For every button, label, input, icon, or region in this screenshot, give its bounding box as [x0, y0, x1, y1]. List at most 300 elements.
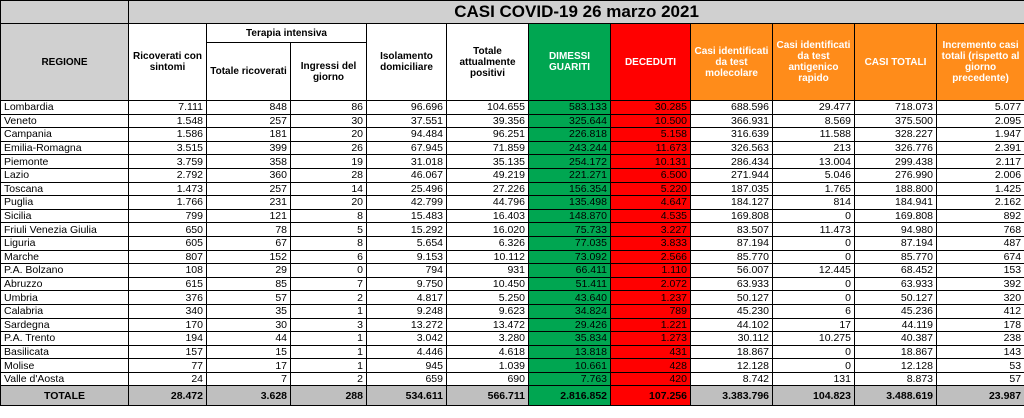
table-cell: 28 [291, 168, 367, 182]
table-cell: 945 [367, 359, 447, 373]
table-row [1, 250, 1024, 264]
table-cell: 94.980 [855, 223, 937, 237]
table-cell: 1.273 [611, 332, 691, 346]
table-cell: 1.473 [129, 182, 207, 196]
table-cell: 67.945 [367, 141, 447, 155]
table-cell: 20 [291, 196, 367, 210]
table-cell: 605 [129, 236, 207, 250]
table-cell: 10.275 [773, 332, 855, 346]
table-cell: 10.661 [529, 359, 611, 373]
table-cell: 53 [937, 359, 1024, 373]
col-dimessi: DIMESSI GUARITI [529, 24, 611, 101]
table-cell: 31.018 [367, 155, 447, 169]
table-cell: 12.445 [773, 264, 855, 278]
table-row [1, 304, 1024, 318]
table-cell: 2.792 [129, 168, 207, 182]
table-cell: 2.006 [937, 168, 1024, 182]
table-cell: 8.742 [691, 372, 773, 386]
table-cell: 213 [773, 141, 855, 155]
table-cell: 366.931 [691, 114, 773, 128]
table-cell: 10.500 [611, 114, 691, 128]
table-cell: 6.500 [611, 168, 691, 182]
table-cell: 86 [291, 101, 367, 115]
table-cell: 85.770 [691, 250, 773, 264]
table-cell: 169.808 [855, 209, 937, 223]
table-cell: 73.092 [529, 250, 611, 264]
table-cell: 66.411 [529, 264, 611, 278]
table-cell: 14 [291, 182, 367, 196]
table-cell: 794 [367, 264, 447, 278]
table-cell: 1 [291, 304, 367, 318]
table-cell: 375.500 [855, 114, 937, 128]
table-cell: 814 [773, 196, 855, 210]
table-cell: 143 [937, 345, 1024, 359]
table-cell: 789 [611, 304, 691, 318]
table-cell: 44.102 [691, 318, 773, 332]
table-cell: 77 [129, 359, 207, 373]
table-cell: 63.933 [855, 277, 937, 291]
region-name: Valle d'Aosta [1, 372, 129, 386]
table-cell: 178 [937, 318, 1024, 332]
table-cell: 487 [937, 236, 1024, 250]
table-cell: 412 [937, 304, 1024, 318]
table-cell: 184.941 [855, 196, 937, 210]
table-cell: 392 [937, 277, 1024, 291]
table-cell: 50.127 [855, 291, 937, 305]
table-cell: 51.411 [529, 277, 611, 291]
table-cell: 8 [291, 236, 367, 250]
table-cell: 320 [937, 291, 1024, 305]
table-cell: 49.219 [447, 168, 529, 182]
table-row [1, 264, 1024, 278]
table-cell: 157 [129, 345, 207, 359]
table-cell: 807 [129, 250, 207, 264]
table-cell: 231 [207, 196, 291, 210]
table-cell: 15.483 [367, 209, 447, 223]
table-cell: 5.158 [611, 128, 691, 142]
table-cell: 892 [937, 209, 1024, 223]
table-row [1, 372, 1024, 386]
table-cell: 2.095 [937, 114, 1024, 128]
table-cell: 63.933 [691, 277, 773, 291]
totals-cell: 3.383.796 [691, 386, 773, 406]
table-cell: 358 [207, 155, 291, 169]
table-cell: 428 [611, 359, 691, 373]
table-cell: 399 [207, 141, 291, 155]
table-cell: 45.230 [691, 304, 773, 318]
table-cell: 0 [773, 250, 855, 264]
table-cell: 96.696 [367, 101, 447, 115]
col-ricoverati: Ricoverati con sintomi [129, 24, 207, 101]
table-cell: 43.640 [529, 291, 611, 305]
table-cell: 7 [207, 372, 291, 386]
table-cell: 153 [937, 264, 1024, 278]
col-incremento: Incremento casi totali (rispetto al giorno precedente) [937, 24, 1024, 101]
table-cell: 0 [773, 236, 855, 250]
totals-label: TOTALE [1, 386, 129, 406]
region-name: Friuli Venezia Giulia [1, 223, 129, 237]
table-cell: 3.227 [611, 223, 691, 237]
table-cell: 420 [611, 372, 691, 386]
table-cell: 15 [207, 345, 291, 359]
table-cell: 4.535 [611, 209, 691, 223]
table-cell: 96.251 [447, 128, 529, 142]
table-cell: 29.426 [529, 318, 611, 332]
table-cell: 650 [129, 223, 207, 237]
totals-cell: 104.823 [773, 386, 855, 406]
totals-cell: 2.816.852 [529, 386, 611, 406]
table-cell: 11.473 [773, 223, 855, 237]
table-cell: 0 [773, 345, 855, 359]
table-cell: 1.237 [611, 291, 691, 305]
col-totale-positivi: Totale attualmente positivi [447, 24, 529, 101]
table-cell: 57 [207, 291, 291, 305]
table-row [1, 114, 1024, 128]
totals-cell: 534.611 [367, 386, 447, 406]
table-cell: 87.194 [691, 236, 773, 250]
totals-cell: 288 [291, 386, 367, 406]
table-cell: 156.354 [529, 182, 611, 196]
table-cell: 2.117 [937, 155, 1024, 169]
table-cell: 26 [291, 141, 367, 155]
table-cell: 37.551 [367, 114, 447, 128]
table-cell: 360 [207, 168, 291, 182]
table-cell: 326.776 [855, 141, 937, 155]
table-cell: 3.759 [129, 155, 207, 169]
table-cell: 35.834 [529, 332, 611, 346]
table-cell: 13.004 [773, 155, 855, 169]
table-cell: 690 [447, 372, 529, 386]
region-name: Umbria [1, 291, 129, 305]
table-cell: 121 [207, 209, 291, 223]
table-cell: 50.127 [691, 291, 773, 305]
table-row [1, 182, 1024, 196]
table-cell: 7 [291, 277, 367, 291]
region-name: Lazio [1, 168, 129, 182]
table-cell: 24 [129, 372, 207, 386]
table-cell: 188.800 [855, 182, 937, 196]
table-cell: 4.446 [367, 345, 447, 359]
table-cell: 254.172 [529, 155, 611, 169]
table-cell: 10.131 [611, 155, 691, 169]
col-antigenico: Casi identificati da test antigenico rapido [773, 24, 855, 101]
table-cell: 1.039 [447, 359, 529, 373]
table-cell: 5 [291, 223, 367, 237]
region-name: P.A. Bolzano [1, 264, 129, 278]
table-cell: 30.112 [691, 332, 773, 346]
region-name: Piemonte [1, 155, 129, 169]
table-row [1, 101, 1024, 115]
table-cell: 29.477 [773, 101, 855, 115]
table-cell: 340 [129, 304, 207, 318]
table-cell: 108 [129, 264, 207, 278]
table-cell: 848 [207, 101, 291, 115]
table-cell: 0 [291, 264, 367, 278]
table-cell: 11.673 [611, 141, 691, 155]
table-cell: 1.425 [937, 182, 1024, 196]
col-ingressi: Ingressi del giorno [291, 43, 367, 101]
table-row [1, 141, 1024, 155]
table-cell: 768 [937, 223, 1024, 237]
table-cell: 30.285 [611, 101, 691, 115]
table-cell: 3.515 [129, 141, 207, 155]
table-cell: 2.162 [937, 196, 1024, 210]
totals-row [1, 386, 1024, 406]
table-cell: 1.586 [129, 128, 207, 142]
table-cell: 135.498 [529, 196, 611, 210]
table-cell: 46.067 [367, 168, 447, 182]
table-row [1, 223, 1024, 237]
totals-cell: 3.628 [207, 386, 291, 406]
table-cell: 16.020 [447, 223, 529, 237]
table-cell: 85.770 [855, 250, 937, 264]
table-cell: 7.763 [529, 372, 611, 386]
table-cell: 18.867 [691, 345, 773, 359]
table-cell: 9.153 [367, 250, 447, 264]
totals-cell: 3.488.619 [855, 386, 937, 406]
table-cell: 316.639 [691, 128, 773, 142]
table-cell: 799 [129, 209, 207, 223]
table-cell: 2 [291, 291, 367, 305]
table-cell: 326.563 [691, 141, 773, 155]
table-cell: 5.654 [367, 236, 447, 250]
table-cell: 57 [937, 372, 1024, 386]
table-row [1, 236, 1024, 250]
table-row [1, 345, 1024, 359]
table-cell: 104.655 [447, 101, 529, 115]
table-row [1, 318, 1024, 332]
table-cell: 0 [773, 277, 855, 291]
table-cell: 44.796 [447, 196, 529, 210]
region-name: Calabria [1, 304, 129, 318]
table-cell: 42.799 [367, 196, 447, 210]
table-row [1, 277, 1024, 291]
table-cell: 688.596 [691, 101, 773, 115]
table-cell: 659 [367, 372, 447, 386]
table-row [1, 209, 1024, 223]
table-cell: 13.818 [529, 345, 611, 359]
table-cell: 615 [129, 277, 207, 291]
col-deceduti: DECEDUTI [611, 24, 691, 101]
col-casi-totali: CASI TOTALI [855, 24, 937, 101]
table-cell: 5.077 [937, 101, 1024, 115]
table-cell: 226.818 [529, 128, 611, 142]
table-cell: 13.472 [447, 318, 529, 332]
table-cell: 194 [129, 332, 207, 346]
region-name: Veneto [1, 114, 129, 128]
table-cell: 931 [447, 264, 529, 278]
col-molecolare: Casi identificati da test molecolare [691, 24, 773, 101]
region-name: Campania [1, 128, 129, 142]
table-cell: 10.450 [447, 277, 529, 291]
table-cell: 5.220 [611, 182, 691, 196]
table-row [1, 291, 1024, 305]
region-name: Basilicata [1, 345, 129, 359]
region-name: Lombardia [1, 101, 129, 115]
table-cell: 1 [291, 345, 367, 359]
table-cell: 6 [773, 304, 855, 318]
table-cell: 29 [207, 264, 291, 278]
table-cell: 376 [129, 291, 207, 305]
col-isolamento: Isolamento domiciliare [367, 24, 447, 101]
table-row [1, 332, 1024, 346]
table-cell: 34.824 [529, 304, 611, 318]
table-cell: 325.644 [529, 114, 611, 128]
region-name: Puglia [1, 196, 129, 210]
table-cell: 30 [291, 114, 367, 128]
table-cell: 3.042 [367, 332, 447, 346]
table-cell: 2.391 [937, 141, 1024, 155]
region-name: Sicilia [1, 209, 129, 223]
table-cell: 238 [937, 332, 1024, 346]
table-row [1, 155, 1024, 169]
table-cell: 718.073 [855, 101, 937, 115]
table-cell: 152 [207, 250, 291, 264]
col-totale-ricoverati: Totale ricoverati [207, 43, 291, 101]
table-cell: 15.292 [367, 223, 447, 237]
table-cell: 17 [773, 318, 855, 332]
table-cell: 6.326 [447, 236, 529, 250]
table-cell: 9.248 [367, 304, 447, 318]
col-regione: REGIONE [1, 24, 129, 101]
table-cell: 674 [937, 250, 1024, 264]
table-cell: 40.387 [855, 332, 937, 346]
table-cell: 0 [773, 209, 855, 223]
table-cell: 0 [773, 291, 855, 305]
table-cell: 44 [207, 332, 291, 346]
table-cell: 16.403 [447, 209, 529, 223]
table-cell: 10.112 [447, 250, 529, 264]
table-cell: 2.072 [611, 277, 691, 291]
table-cell: 286.434 [691, 155, 773, 169]
table-cell: 8 [291, 209, 367, 223]
table-cell: 68.452 [855, 264, 937, 278]
table-cell: 4.647 [611, 196, 691, 210]
table-cell: 4.817 [367, 291, 447, 305]
table-cell: 7.111 [129, 101, 207, 115]
table-cell: 221.271 [529, 168, 611, 182]
table-cell: 13.272 [367, 318, 447, 332]
table-cell: 18.867 [855, 345, 937, 359]
totals-cell: 566.711 [447, 386, 529, 406]
table-cell: 1.548 [129, 114, 207, 128]
table-cell: 19 [291, 155, 367, 169]
region-name: P.A. Trento [1, 332, 129, 346]
table-cell: 67 [207, 236, 291, 250]
table-cell: 71.859 [447, 141, 529, 155]
table-cell: 1.110 [611, 264, 691, 278]
table-cell: 257 [207, 114, 291, 128]
table-cell: 78 [207, 223, 291, 237]
table-row [1, 168, 1024, 182]
col-terapia-group: Terapia intensiva [207, 24, 367, 43]
table-cell: 12.128 [855, 359, 937, 373]
table-cell: 5.250 [447, 291, 529, 305]
table-cell: 1.221 [611, 318, 691, 332]
table-cell: 431 [611, 345, 691, 359]
region-name: Liguria [1, 236, 129, 250]
table-cell: 5.046 [773, 168, 855, 182]
table-cell: 9.750 [367, 277, 447, 291]
totals-cell: 107.256 [611, 386, 691, 406]
table-cell: 94.484 [367, 128, 447, 142]
region-name: Sardegna [1, 318, 129, 332]
table-cell: 2.566 [611, 250, 691, 264]
table-cell: 148.870 [529, 209, 611, 223]
table-cell: 35.135 [447, 155, 529, 169]
table-cell: 131 [773, 372, 855, 386]
table-cell: 181 [207, 128, 291, 142]
totals-cell: 23.987 [937, 386, 1024, 406]
table-cell: 271.944 [691, 168, 773, 182]
table-cell: 4.618 [447, 345, 529, 359]
table-cell: 83.507 [691, 223, 773, 237]
table-cell: 11.588 [773, 128, 855, 142]
region-name: Abruzzo [1, 277, 129, 291]
table-cell: 17 [207, 359, 291, 373]
table-cell: 1 [291, 332, 367, 346]
table-cell: 3.280 [447, 332, 529, 346]
table-cell: 75.733 [529, 223, 611, 237]
table-cell: 583.133 [529, 101, 611, 115]
table-cell: 85 [207, 277, 291, 291]
table-cell: 30 [207, 318, 291, 332]
table-cell: 3.833 [611, 236, 691, 250]
table-cell: 39.356 [447, 114, 529, 128]
table-cell: 1.766 [129, 196, 207, 210]
table-cell: 184.127 [691, 196, 773, 210]
table-cell: 45.236 [855, 304, 937, 318]
table-cell: 9.623 [447, 304, 529, 318]
region-name: Toscana [1, 182, 129, 196]
table-cell: 328.227 [855, 128, 937, 142]
table-cell: 12.128 [691, 359, 773, 373]
region-name: Molise [1, 359, 129, 373]
table-row [1, 128, 1024, 142]
table-cell: 56.007 [691, 264, 773, 278]
table-cell: 44.119 [855, 318, 937, 332]
table-cell: 3 [291, 318, 367, 332]
table-cell: 87.194 [855, 236, 937, 250]
table-cell: 170 [129, 318, 207, 332]
table-cell: 1.765 [773, 182, 855, 196]
table-cell: 27.226 [447, 182, 529, 196]
table-cell: 2 [291, 372, 367, 386]
table-cell: 1 [291, 359, 367, 373]
table-row [1, 196, 1024, 210]
table-cell: 1.947 [937, 128, 1024, 142]
table-cell: 35 [207, 304, 291, 318]
table-title: CASI COVID-19 26 marzo 2021 [129, 1, 1024, 24]
table-cell: 77.035 [529, 236, 611, 250]
table-cell: 8.569 [773, 114, 855, 128]
table-cell: 299.438 [855, 155, 937, 169]
table-row [1, 359, 1024, 373]
table-cell: 187.035 [691, 182, 773, 196]
table-cell: 276.990 [855, 168, 937, 182]
table-cell: 8.873 [855, 372, 937, 386]
table-cell: 6 [291, 250, 367, 264]
table-cell: 25.496 [367, 182, 447, 196]
region-name: Marche [1, 250, 129, 264]
region-name: Emilia-Romagna [1, 141, 129, 155]
table-cell: 169.808 [691, 209, 773, 223]
table-cell: 20 [291, 128, 367, 142]
table-cell: 243.244 [529, 141, 611, 155]
totals-cell: 28.472 [129, 386, 207, 406]
table-cell: 257 [207, 182, 291, 196]
table-cell: 0 [773, 359, 855, 373]
